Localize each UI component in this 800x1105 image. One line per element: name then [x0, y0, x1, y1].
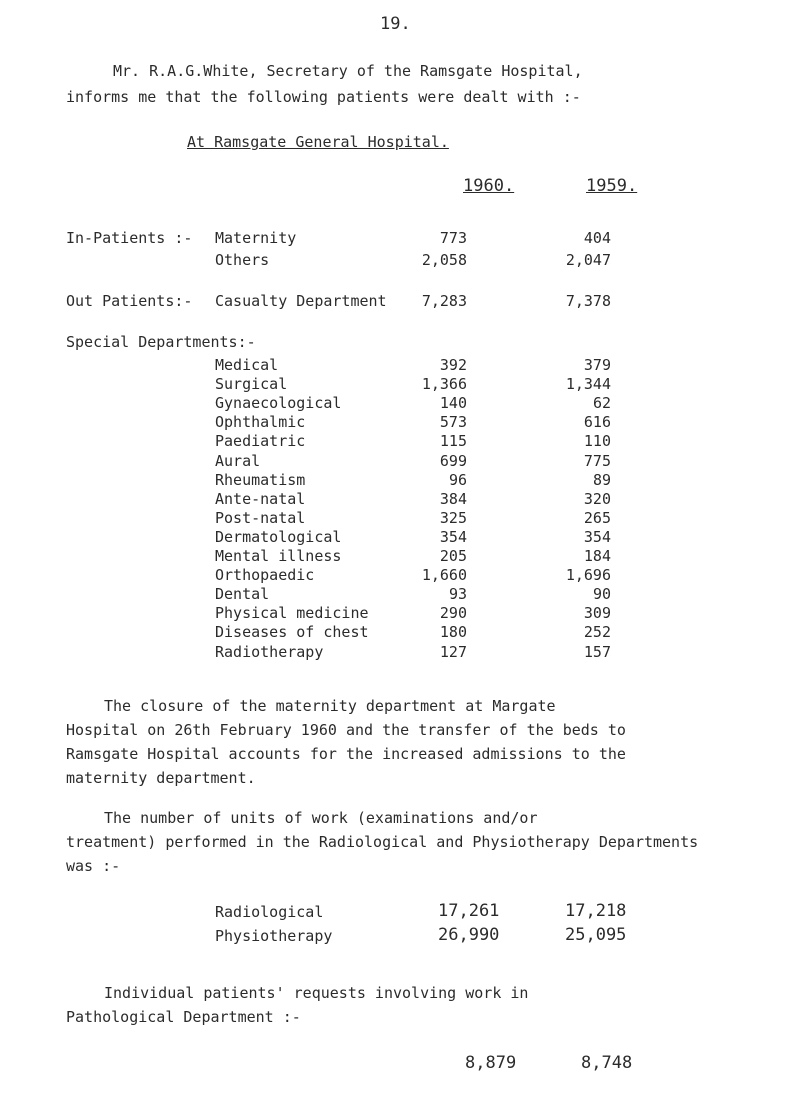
value-1959: 110 [583, 432, 611, 450]
value-1959: 265 [583, 509, 611, 527]
row-label: Rheumatism [215, 471, 306, 489]
value-1959: 616 [583, 413, 611, 431]
value-1960: 384 [439, 490, 467, 508]
hospital-subtitle: At Ramsgate General Hospital. [187, 133, 449, 151]
value-1960: 180 [439, 623, 467, 641]
row-label: Physical medicine [215, 604, 369, 622]
row-label: Paediatric [215, 432, 306, 450]
paragraph-2-line-2: treatment) performed in the Radiological and Physiotherapy Departments [66, 833, 699, 851]
row-label: Gynaecological [215, 394, 342, 412]
value-1960: 1,366 [421, 375, 467, 393]
section-special-departments: Special Departments:- [66, 333, 256, 351]
page-number: 19. [380, 14, 411, 34]
row-label: Mental illness [215, 547, 342, 565]
value-1960: 773 [439, 229, 467, 247]
value-1959: 1,696 [565, 566, 611, 584]
row-label: Others [215, 251, 270, 269]
intro-line-1: Mr. R.A.G.White, Secretary of the Ramsgate Hospital, [113, 62, 583, 80]
value-1959: 62 [592, 394, 611, 412]
value-1959: 184 [583, 547, 611, 565]
value-1959: 354 [583, 528, 611, 546]
value-1959: 320 [583, 490, 611, 508]
value-1959: 2,047 [565, 251, 611, 269]
pathological-value-1959: 8,748 [581, 1053, 633, 1073]
value-1960: 1,660 [421, 566, 467, 584]
value-1960: 392 [439, 356, 467, 374]
value-1959: 309 [583, 604, 611, 622]
row-label: Aural [215, 452, 261, 470]
row-label: Radiotherapy [215, 643, 324, 661]
value-1960: 96 [448, 471, 467, 489]
row-label: Casualty Department [215, 292, 387, 310]
value-1959: 379 [583, 356, 611, 374]
value-1959: 157 [583, 643, 611, 661]
paragraph-2-line-3: was :- [66, 857, 121, 875]
value-1960: 573 [439, 413, 467, 431]
row-label: Medical [215, 356, 279, 374]
value-1959: 775 [583, 452, 611, 470]
year-header-1959: 1959. [586, 176, 638, 196]
row-label: Diseases of chest [215, 623, 369, 641]
pathological-value-1960: 8,879 [465, 1053, 517, 1073]
paragraph-1-line-2: Hospital on 26th February 1960 and the transfer of the beds to [66, 721, 626, 739]
section-in-patients: In-Patients :- [66, 229, 193, 247]
value-1960: 26,990 [438, 925, 500, 945]
value-1960: 354 [439, 528, 467, 546]
paragraph-2-line-1: The number of units of work (examinations and/or [104, 809, 538, 827]
section-out-patients: Out Patients:- [66, 292, 193, 310]
paragraph-3-line-2: Pathological Department :- [66, 1008, 301, 1026]
row-label: Radiological [215, 903, 324, 921]
row-label: Physiotherapy [215, 927, 333, 945]
value-1959: 252 [583, 623, 611, 641]
value-1960: 325 [439, 509, 467, 527]
value-1960: 140 [439, 394, 467, 412]
value-1959: 25,095 [565, 925, 627, 945]
value-1959: 7,378 [565, 292, 611, 310]
value-1960: 290 [439, 604, 467, 622]
value-1959: 89 [592, 471, 611, 489]
value-1959: 1,344 [565, 375, 611, 393]
row-label: Ophthalmic [215, 413, 306, 431]
row-label: Post-natal [215, 509, 306, 527]
value-1960: 127 [439, 643, 467, 661]
paragraph-1-line-3: Ramsgate Hospital accounts for the increased admissions to the [66, 745, 626, 763]
row-label: Orthopaedic [215, 566, 315, 584]
value-1960: 93 [448, 585, 467, 603]
value-1960: 115 [439, 432, 467, 450]
value-1960: 699 [439, 452, 467, 470]
row-label: Ante-natal [215, 490, 306, 508]
row-label: Dermatological [215, 528, 342, 546]
value-1960: 7,283 [421, 292, 467, 310]
value-1959: 90 [592, 585, 611, 603]
intro-line-2: informs me that the following patients were dealt with :- [66, 88, 581, 106]
value-1960: 205 [439, 547, 467, 565]
value-1959: 404 [583, 229, 611, 247]
paragraph-1-line-1: The closure of the maternity department at Margate [104, 697, 556, 715]
year-header-1960: 1960. [463, 176, 515, 196]
row-label: Dental [215, 585, 270, 603]
value-1959: 17,218 [565, 901, 627, 921]
row-label: Maternity [215, 229, 297, 247]
paragraph-3-line-1: Individual patients' requests involving work in [104, 984, 529, 1002]
value-1960: 2,058 [421, 251, 467, 269]
row-label: Surgical [215, 375, 288, 393]
value-1960: 17,261 [438, 901, 500, 921]
paragraph-1-line-4: maternity department. [66, 769, 256, 787]
